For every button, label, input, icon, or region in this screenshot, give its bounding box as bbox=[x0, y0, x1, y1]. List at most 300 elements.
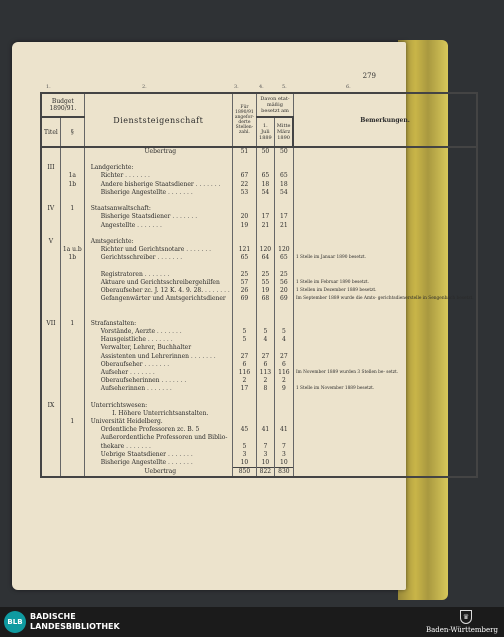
row-july: 113 bbox=[257, 369, 275, 377]
row-remark bbox=[293, 336, 476, 344]
table-row bbox=[41, 467, 477, 477]
row-description bbox=[84, 262, 232, 270]
row-march: 5 bbox=[274, 328, 293, 336]
row-july: 8 bbox=[257, 385, 275, 393]
row-march bbox=[274, 434, 293, 442]
row-remark: Im September 1889 wurde die Amts- gerichtsdienerstelle in Sengenbach besetzt. bbox=[293, 295, 476, 303]
row-titel: IV bbox=[41, 205, 60, 213]
row-description: Richter . . . bbox=[84, 172, 232, 180]
row-july bbox=[257, 230, 275, 238]
row-july: 19 bbox=[257, 287, 275, 295]
table-row bbox=[41, 230, 477, 238]
row-requested bbox=[232, 197, 256, 205]
header-description: Dienststeigenschaft bbox=[84, 93, 232, 147]
library-name[interactable] bbox=[30, 612, 120, 632]
row-para: 1 bbox=[60, 320, 84, 328]
row-titel bbox=[41, 172, 60, 180]
row-requested bbox=[232, 156, 256, 164]
row-titel bbox=[41, 344, 60, 352]
row-requested: 19 bbox=[232, 222, 256, 230]
blb-logo[interactable]: BLB bbox=[4, 611, 26, 633]
row-titel: III bbox=[41, 164, 60, 172]
row-remark bbox=[293, 303, 476, 311]
row-july: 3 bbox=[257, 451, 275, 459]
row-titel bbox=[41, 377, 60, 385]
row-remark: 1 Stellen im Dezember 1889 besetzt. bbox=[293, 287, 476, 295]
table-row bbox=[41, 402, 477, 410]
row-july bbox=[257, 238, 275, 246]
row-march: 120 bbox=[274, 246, 293, 254]
row-para bbox=[60, 303, 84, 311]
row-description bbox=[84, 156, 232, 164]
row-remark bbox=[293, 156, 476, 164]
page-number: 279 bbox=[362, 72, 376, 80]
row-remark: 1 Stelle im Januar 1890 besetzt. bbox=[293, 254, 476, 262]
row-july: 6 bbox=[257, 361, 275, 369]
row-remark bbox=[293, 328, 476, 336]
row-para: 1 bbox=[60, 418, 84, 426]
row-july: 5 bbox=[257, 328, 275, 336]
row-remark bbox=[293, 213, 476, 221]
table-row bbox=[41, 377, 477, 385]
row-titel bbox=[41, 222, 60, 230]
row-march bbox=[274, 312, 293, 320]
row-remark bbox=[293, 230, 476, 238]
row-description: Assistenten und Lehrerinnen . . . bbox=[84, 353, 232, 361]
row-march bbox=[274, 262, 293, 270]
row-description: Oberaufseherinnen . . . bbox=[84, 377, 232, 385]
row-remark bbox=[293, 262, 476, 270]
row-requested: 67 bbox=[232, 172, 256, 180]
header-july: 1. Juli 1889 bbox=[257, 117, 275, 147]
table-row bbox=[41, 254, 477, 262]
row-march: 18 bbox=[274, 181, 293, 189]
table-row bbox=[41, 336, 477, 344]
row-remark bbox=[293, 246, 476, 254]
row-requested: 121 bbox=[232, 246, 256, 254]
row-description: Gerichtsschreiber . . . bbox=[84, 254, 232, 262]
row-titel bbox=[41, 213, 60, 221]
row-march: 69 bbox=[274, 295, 293, 303]
row-remark bbox=[293, 393, 476, 401]
row-titel bbox=[41, 181, 60, 189]
row-requested bbox=[232, 238, 256, 246]
table-row bbox=[41, 189, 477, 197]
table-row bbox=[41, 156, 477, 164]
row-requested bbox=[232, 320, 256, 328]
row-description: Oberaufseher . . . bbox=[84, 361, 232, 369]
row-description: I. Höhere Unterrichtsanstalten. bbox=[84, 410, 232, 418]
row-description: Uebertrag bbox=[84, 147, 232, 156]
header-titel: Titel bbox=[41, 117, 60, 147]
header-requested: Für 1890/91 angefor- derte Stellen- zahl. bbox=[232, 93, 256, 147]
table-row bbox=[41, 147, 477, 156]
row-requested: 22 bbox=[232, 181, 256, 189]
row-titel bbox=[41, 254, 60, 262]
row-requested bbox=[232, 344, 256, 352]
row-requested: 69 bbox=[232, 295, 256, 303]
row-requested: 57 bbox=[232, 279, 256, 287]
row-requested: 6 bbox=[232, 361, 256, 369]
row-requested: 27 bbox=[232, 353, 256, 361]
row-description: Richter und Gerichtsnotare . . . bbox=[84, 246, 232, 254]
row-requested bbox=[232, 393, 256, 401]
row-para bbox=[60, 213, 84, 221]
row-july: 2 bbox=[257, 377, 275, 385]
row-remark bbox=[293, 344, 476, 352]
table-row bbox=[41, 213, 477, 221]
table-row bbox=[41, 361, 477, 369]
table-row bbox=[41, 222, 477, 230]
row-july: 68 bbox=[257, 295, 275, 303]
row-march: 10 bbox=[274, 459, 293, 468]
row-remark bbox=[293, 164, 476, 172]
row-requested: 5 bbox=[232, 336, 256, 344]
row-description: Andere bisherige Staatsdiener . . . bbox=[84, 181, 232, 189]
header-remarks: Bemerkungen. bbox=[293, 93, 476, 147]
row-requested: 65 bbox=[232, 254, 256, 262]
row-july: 822 bbox=[257, 467, 275, 477]
row-requested: 850 bbox=[232, 467, 256, 477]
row-para bbox=[60, 344, 84, 352]
row-titel bbox=[41, 287, 60, 295]
row-march bbox=[274, 402, 293, 410]
row-para: 1a u.b bbox=[60, 246, 84, 254]
row-titel bbox=[41, 361, 60, 369]
row-para bbox=[60, 443, 84, 451]
row-titel bbox=[41, 295, 60, 303]
row-requested: 2 bbox=[232, 377, 256, 385]
table-row bbox=[41, 451, 477, 459]
header-davon: Davon etat- mäßig besetzt am bbox=[257, 93, 294, 117]
row-remark bbox=[293, 181, 476, 189]
row-march bbox=[274, 320, 293, 328]
row-para bbox=[60, 385, 84, 393]
row-para bbox=[60, 287, 84, 295]
row-requested: 25 bbox=[232, 271, 256, 279]
row-remark bbox=[293, 426, 476, 434]
row-march: 17 bbox=[274, 213, 293, 221]
row-description: Aufseherinnen . . . bbox=[84, 385, 232, 393]
table-row bbox=[41, 271, 477, 279]
row-march bbox=[274, 197, 293, 205]
row-para bbox=[60, 451, 84, 459]
staff-table bbox=[40, 92, 478, 478]
row-march: 6 bbox=[274, 361, 293, 369]
row-para bbox=[60, 328, 84, 336]
row-july bbox=[257, 164, 275, 172]
row-titel bbox=[41, 353, 60, 361]
row-titel bbox=[41, 189, 60, 197]
row-july: 18 bbox=[257, 181, 275, 189]
row-titel bbox=[41, 385, 60, 393]
row-titel bbox=[41, 328, 60, 336]
row-description: Außerordentliche Professoren und Biblio- bbox=[84, 434, 232, 442]
row-requested: 10 bbox=[232, 459, 256, 468]
row-july bbox=[257, 434, 275, 442]
row-july: 65 bbox=[257, 172, 275, 180]
row-description: Aktuare und Gerichtsschreibergehilfen bbox=[84, 279, 232, 287]
row-requested: 20 bbox=[232, 213, 256, 221]
row-july bbox=[257, 320, 275, 328]
row-july bbox=[257, 410, 275, 418]
row-titel bbox=[41, 418, 60, 426]
row-para bbox=[60, 361, 84, 369]
row-description: Bisherige Angestellte . . . bbox=[84, 459, 232, 468]
table-row bbox=[41, 443, 477, 451]
table-row bbox=[41, 172, 477, 180]
row-july bbox=[257, 393, 275, 401]
row-description: Amtsgerichte: bbox=[84, 238, 232, 246]
table-row bbox=[41, 434, 477, 442]
row-titel bbox=[41, 369, 60, 377]
row-march bbox=[274, 230, 293, 238]
row-remark bbox=[293, 361, 476, 369]
row-requested: 5 bbox=[232, 328, 256, 336]
row-para bbox=[60, 189, 84, 197]
row-para bbox=[60, 426, 84, 434]
row-titel bbox=[41, 426, 60, 434]
row-remark: 1 Stelle im November 1889 besetzt. bbox=[293, 385, 476, 393]
row-titel bbox=[41, 230, 60, 238]
row-march: 830 bbox=[274, 467, 293, 477]
table-row bbox=[41, 181, 477, 189]
row-remark bbox=[293, 147, 476, 156]
table-body bbox=[41, 147, 477, 477]
row-description: Hausgeistliche . . . bbox=[84, 336, 232, 344]
column-number: 2. bbox=[142, 84, 147, 90]
row-para: 1 bbox=[60, 205, 84, 213]
row-requested: 51 bbox=[232, 147, 256, 156]
table-row bbox=[41, 459, 477, 468]
row-remark bbox=[293, 467, 476, 477]
row-march bbox=[274, 344, 293, 352]
row-july: 41 bbox=[257, 426, 275, 434]
row-remark bbox=[293, 189, 476, 197]
row-july bbox=[257, 402, 275, 410]
row-titel bbox=[41, 451, 60, 459]
row-para bbox=[60, 353, 84, 361]
row-para bbox=[60, 238, 84, 246]
row-july: 17 bbox=[257, 213, 275, 221]
row-description: Bisherige Angestellte . . . bbox=[84, 189, 232, 197]
row-remark bbox=[293, 377, 476, 385]
row-titel bbox=[41, 459, 60, 468]
row-july: 27 bbox=[257, 353, 275, 361]
row-remark bbox=[293, 271, 476, 279]
row-requested bbox=[232, 303, 256, 311]
table-row bbox=[41, 426, 477, 434]
row-para bbox=[60, 459, 84, 468]
row-titel bbox=[41, 271, 60, 279]
row-march: 56 bbox=[274, 279, 293, 287]
row-remark bbox=[293, 222, 476, 230]
row-description: Verwalter, Lehrer, Buchhalter bbox=[84, 344, 232, 352]
row-titel bbox=[41, 443, 60, 451]
row-remark bbox=[293, 402, 476, 410]
row-para bbox=[60, 369, 84, 377]
row-titel: V bbox=[41, 238, 60, 246]
row-remark bbox=[293, 418, 476, 426]
row-description: Ordentliche Professoren zc. B. 5 bbox=[84, 426, 232, 434]
row-march: 65 bbox=[274, 254, 293, 262]
row-description: Landgerichte: bbox=[84, 164, 232, 172]
row-requested: 17 bbox=[232, 385, 256, 393]
table-row bbox=[41, 385, 477, 393]
row-requested bbox=[232, 418, 256, 426]
row-march bbox=[274, 164, 293, 172]
row-description: Vorstände, Aerzte . . . bbox=[84, 328, 232, 336]
row-description: Unterrichtswesen: bbox=[84, 402, 232, 410]
row-titel bbox=[41, 262, 60, 270]
row-para bbox=[60, 279, 84, 287]
row-remark bbox=[293, 451, 476, 459]
row-para bbox=[60, 164, 84, 172]
table-row bbox=[41, 205, 477, 213]
table-row bbox=[41, 303, 477, 311]
row-july: 55 bbox=[257, 279, 275, 287]
row-march: 50 bbox=[274, 147, 293, 156]
row-march bbox=[274, 303, 293, 311]
row-para bbox=[60, 156, 84, 164]
row-description: thekare . . . bbox=[84, 443, 232, 451]
row-july: 7 bbox=[257, 443, 275, 451]
row-titel bbox=[41, 147, 60, 156]
row-description: Angestellte . . . bbox=[84, 222, 232, 230]
row-para bbox=[60, 271, 84, 279]
row-july: 64 bbox=[257, 254, 275, 262]
row-march: 7 bbox=[274, 443, 293, 451]
row-july: 4 bbox=[257, 336, 275, 344]
row-remark bbox=[293, 353, 476, 361]
table-row bbox=[41, 393, 477, 401]
row-july: 10 bbox=[257, 459, 275, 468]
row-description bbox=[84, 312, 232, 320]
coat-of-arms-icon: ♛ bbox=[460, 610, 472, 624]
row-march: 9 bbox=[274, 385, 293, 393]
column-number: 5. bbox=[282, 84, 287, 90]
table-row bbox=[41, 287, 477, 295]
row-titel bbox=[41, 336, 60, 344]
row-description: Registratoren . . . bbox=[84, 271, 232, 279]
library-name-line1: BADISCHE bbox=[30, 612, 76, 621]
row-titel bbox=[41, 156, 60, 164]
row-titel: VII bbox=[41, 320, 60, 328]
row-para bbox=[60, 147, 84, 156]
column-number: 6. bbox=[346, 84, 351, 90]
row-remark bbox=[293, 443, 476, 451]
table-row bbox=[41, 197, 477, 205]
row-march bbox=[274, 156, 293, 164]
row-requested bbox=[232, 205, 256, 213]
row-remark: Im November 1889 wurden 3 Stellen be- setzt. bbox=[293, 369, 476, 377]
row-para bbox=[60, 377, 84, 385]
footer-bar bbox=[0, 607, 504, 637]
row-titel: IX bbox=[41, 402, 60, 410]
row-para bbox=[60, 295, 84, 303]
row-july bbox=[257, 156, 275, 164]
row-requested: 5 bbox=[232, 443, 256, 451]
row-remark bbox=[293, 320, 476, 328]
row-description: Aufseher . . . bbox=[84, 369, 232, 377]
row-july bbox=[257, 312, 275, 320]
header-march: Mitte März 1890 bbox=[274, 117, 293, 147]
row-description: Staatsanwaltschaft: bbox=[84, 205, 232, 213]
row-march: 116 bbox=[274, 369, 293, 377]
row-march: 2 bbox=[274, 377, 293, 385]
row-remark bbox=[293, 459, 476, 468]
row-requested bbox=[232, 312, 256, 320]
row-description bbox=[84, 230, 232, 238]
row-titel bbox=[41, 393, 60, 401]
row-requested bbox=[232, 262, 256, 270]
row-titel bbox=[41, 410, 60, 418]
row-description: Oberaufseher zc. J. 12 K. 4. 9. 28. . . . bbox=[84, 287, 232, 295]
table-row bbox=[41, 238, 477, 246]
row-remark bbox=[293, 197, 476, 205]
row-para: 1b bbox=[60, 254, 84, 262]
header-budget: Budget 1890/91. bbox=[41, 93, 84, 117]
row-march bbox=[274, 238, 293, 246]
row-requested: 3 bbox=[232, 451, 256, 459]
row-july bbox=[257, 344, 275, 352]
row-march bbox=[274, 410, 293, 418]
row-march bbox=[274, 393, 293, 401]
column-number: 3. bbox=[234, 84, 239, 90]
row-july: 21 bbox=[257, 222, 275, 230]
row-para bbox=[60, 222, 84, 230]
library-name-line2: LANDESBIBLIOTHEK bbox=[30, 622, 120, 631]
row-march: 54 bbox=[274, 189, 293, 197]
table-row bbox=[41, 410, 477, 418]
row-titel bbox=[41, 467, 60, 477]
column-number: 4. bbox=[259, 84, 264, 90]
row-description bbox=[84, 303, 232, 311]
row-requested bbox=[232, 230, 256, 238]
row-description: Universität Heidelberg. bbox=[84, 418, 232, 426]
row-para: 1b bbox=[60, 181, 84, 189]
header-para: § bbox=[60, 117, 84, 147]
row-para bbox=[60, 393, 84, 401]
row-para bbox=[60, 467, 84, 477]
row-para bbox=[60, 262, 84, 270]
row-description: Uebrige Staatsdiener . . . bbox=[84, 451, 232, 459]
partner-name[interactable]: Baden-Württemberg bbox=[425, 626, 498, 634]
scanned-page bbox=[12, 42, 474, 590]
row-march bbox=[274, 418, 293, 426]
row-remark bbox=[293, 205, 476, 213]
row-description bbox=[84, 197, 232, 205]
table-row bbox=[41, 262, 477, 270]
column-number: 1. bbox=[46, 84, 51, 90]
row-description: Strafanstalten: bbox=[84, 320, 232, 328]
table-row bbox=[41, 344, 477, 352]
row-march: 65 bbox=[274, 172, 293, 180]
row-march: 21 bbox=[274, 222, 293, 230]
table-row bbox=[41, 246, 477, 254]
row-march: 3 bbox=[274, 451, 293, 459]
row-march: 25 bbox=[274, 271, 293, 279]
row-july: 54 bbox=[257, 189, 275, 197]
table-row bbox=[41, 320, 477, 328]
row-para bbox=[60, 402, 84, 410]
row-remark bbox=[293, 434, 476, 442]
table-row bbox=[41, 418, 477, 426]
row-requested: 45 bbox=[232, 426, 256, 434]
row-remark: 1 Stelle im Februar 1890 besetzt. bbox=[293, 279, 476, 287]
table-row bbox=[41, 312, 477, 320]
row-requested bbox=[232, 434, 256, 442]
